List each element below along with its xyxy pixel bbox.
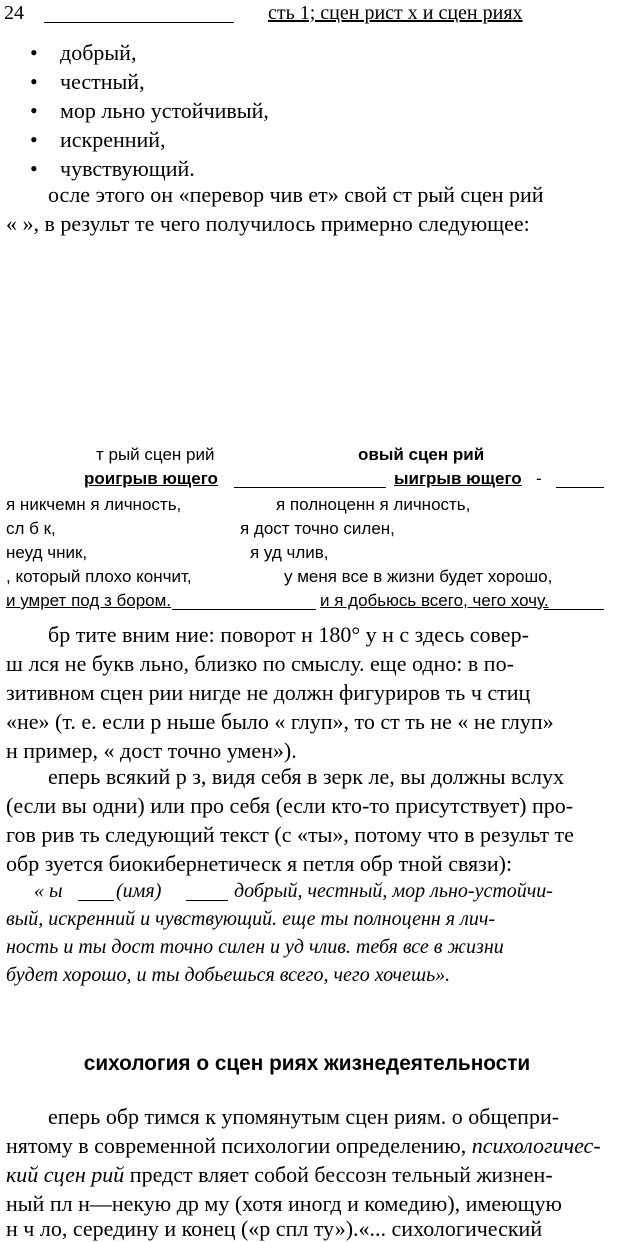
subtitle-rule bbox=[234, 487, 386, 488]
old-scenario-title: т рый сцен рий bbox=[96, 445, 215, 464]
affirmation-line: будет хорошо, и ты добьешься всего, чего хочешь». bbox=[6, 964, 451, 986]
psychology-term: кий сцен рий bbox=[6, 1162, 125, 1187]
row-rule bbox=[172, 609, 316, 610]
psychology-line bbox=[6, 1162, 553, 1188]
list-item: • честный, bbox=[30, 67, 269, 96]
psychology-line-plain: нятому в современной психологии определению, bbox=[6, 1133, 472, 1158]
old-row: и умрет под з бором. bbox=[6, 591, 172, 610]
attention-line: н пример, « дост точно умен»). bbox=[6, 738, 297, 763]
list-item: • искренний, bbox=[30, 125, 269, 154]
section-title: сихология о сцен риях жизнедеятельности bbox=[83, 1052, 531, 1075]
new-row: я дост точно силен, bbox=[240, 519, 395, 538]
name-blank-rule bbox=[186, 900, 228, 901]
subtitle-rule bbox=[556, 487, 604, 488]
old-row: сл б к, bbox=[6, 519, 56, 538]
affirmation-line: ность и ты дост точно силен и уд члив. тебя все в жизни bbox=[6, 936, 504, 958]
mirror-line: обр зуется биокибернетическ я петля обр тной связи): bbox=[6, 851, 513, 876]
psychology-line bbox=[6, 1133, 601, 1159]
affirmation-start: « ы bbox=[34, 880, 63, 902]
new-scenario-title: овый сцен рий bbox=[358, 445, 485, 464]
attention-line: зитивном сцен рии нигде не должн фигуриров ть ч стиц bbox=[6, 680, 531, 705]
name-blank-rule bbox=[78, 900, 114, 901]
old-row: , который плохо кончит, bbox=[6, 567, 192, 586]
list-item: • чувствующий. bbox=[30, 154, 269, 183]
row-rule bbox=[544, 609, 604, 610]
mirror-line: еперь всякий р з, видя себя в зерк ле, вы должны вслух bbox=[48, 764, 565, 789]
affirmation-line: вый, искренний и чувствующий. еще ты полноценн я лич- bbox=[6, 908, 496, 930]
psychology-line: н ч ло, середину и конец («р спл ту»).«... сихологический bbox=[6, 1216, 543, 1241]
traits-list bbox=[30, 38, 269, 183]
psychology-line: еперь обр тимся к упомянутым сцен риям. о общепри- bbox=[48, 1104, 560, 1129]
old-row: неуд чник, bbox=[6, 543, 88, 562]
old-scenario-subtitle: роигрыв ющего bbox=[84, 469, 218, 488]
intro-line-2: « », в результ те чего получилось примерно следующее: bbox=[6, 211, 530, 236]
subtitle-dash: - bbox=[536, 469, 542, 488]
old-row: я никчемн я личность, bbox=[6, 495, 182, 514]
page-number: 24 bbox=[4, 2, 24, 24]
affirmation-name-hint: (имя) bbox=[116, 880, 162, 902]
new-row: и я добьюсь всего, чего хочу. bbox=[320, 591, 549, 610]
running-title: сть 1; сцен рист х и сцен риях bbox=[268, 2, 523, 24]
attention-line: бр тите вним ние: поворот н 180° у н с здесь совер- bbox=[48, 622, 529, 647]
psychology-line-plain: предст вляет собой бессозн тельный жизнен- bbox=[124, 1162, 553, 1187]
psychology-line: ный пл н—некую др му (хотя иногд и комедию), имеющую bbox=[6, 1191, 562, 1216]
new-row: я уд члив, bbox=[250, 543, 329, 562]
new-row: я полноценн я личность, bbox=[276, 495, 471, 514]
header-rule bbox=[44, 22, 234, 23]
attention-line: «не» (т. е. если р ньше было « глуп», то ст ть не « не глуп» bbox=[6, 709, 554, 734]
new-scenario-subtitle: ыигрыв ющего bbox=[394, 469, 522, 488]
list-item: • мор льно устойчивый, bbox=[30, 96, 269, 125]
affirmation-line: добрый, честный, мор льно-устойчи- bbox=[234, 880, 553, 902]
mirror-line: гов рив ть следующий текст (с «ты», потому что в результ те bbox=[6, 822, 574, 847]
new-row: у меня все в жизни будет хорошо, bbox=[284, 567, 553, 586]
mirror-line: (если вы одни) или про себя (если кто-то присутствует) про- bbox=[6, 793, 574, 818]
list-item: • добрый, bbox=[30, 38, 269, 67]
psychology-term: психологичес- bbox=[471, 1133, 601, 1158]
attention-line: ш лся не букв льно, близко по смыслу. еще одно: в по- bbox=[6, 651, 514, 676]
intro-line-1: осле этого он «перевор чив ет» свой ст рый сцен рий bbox=[48, 182, 544, 207]
